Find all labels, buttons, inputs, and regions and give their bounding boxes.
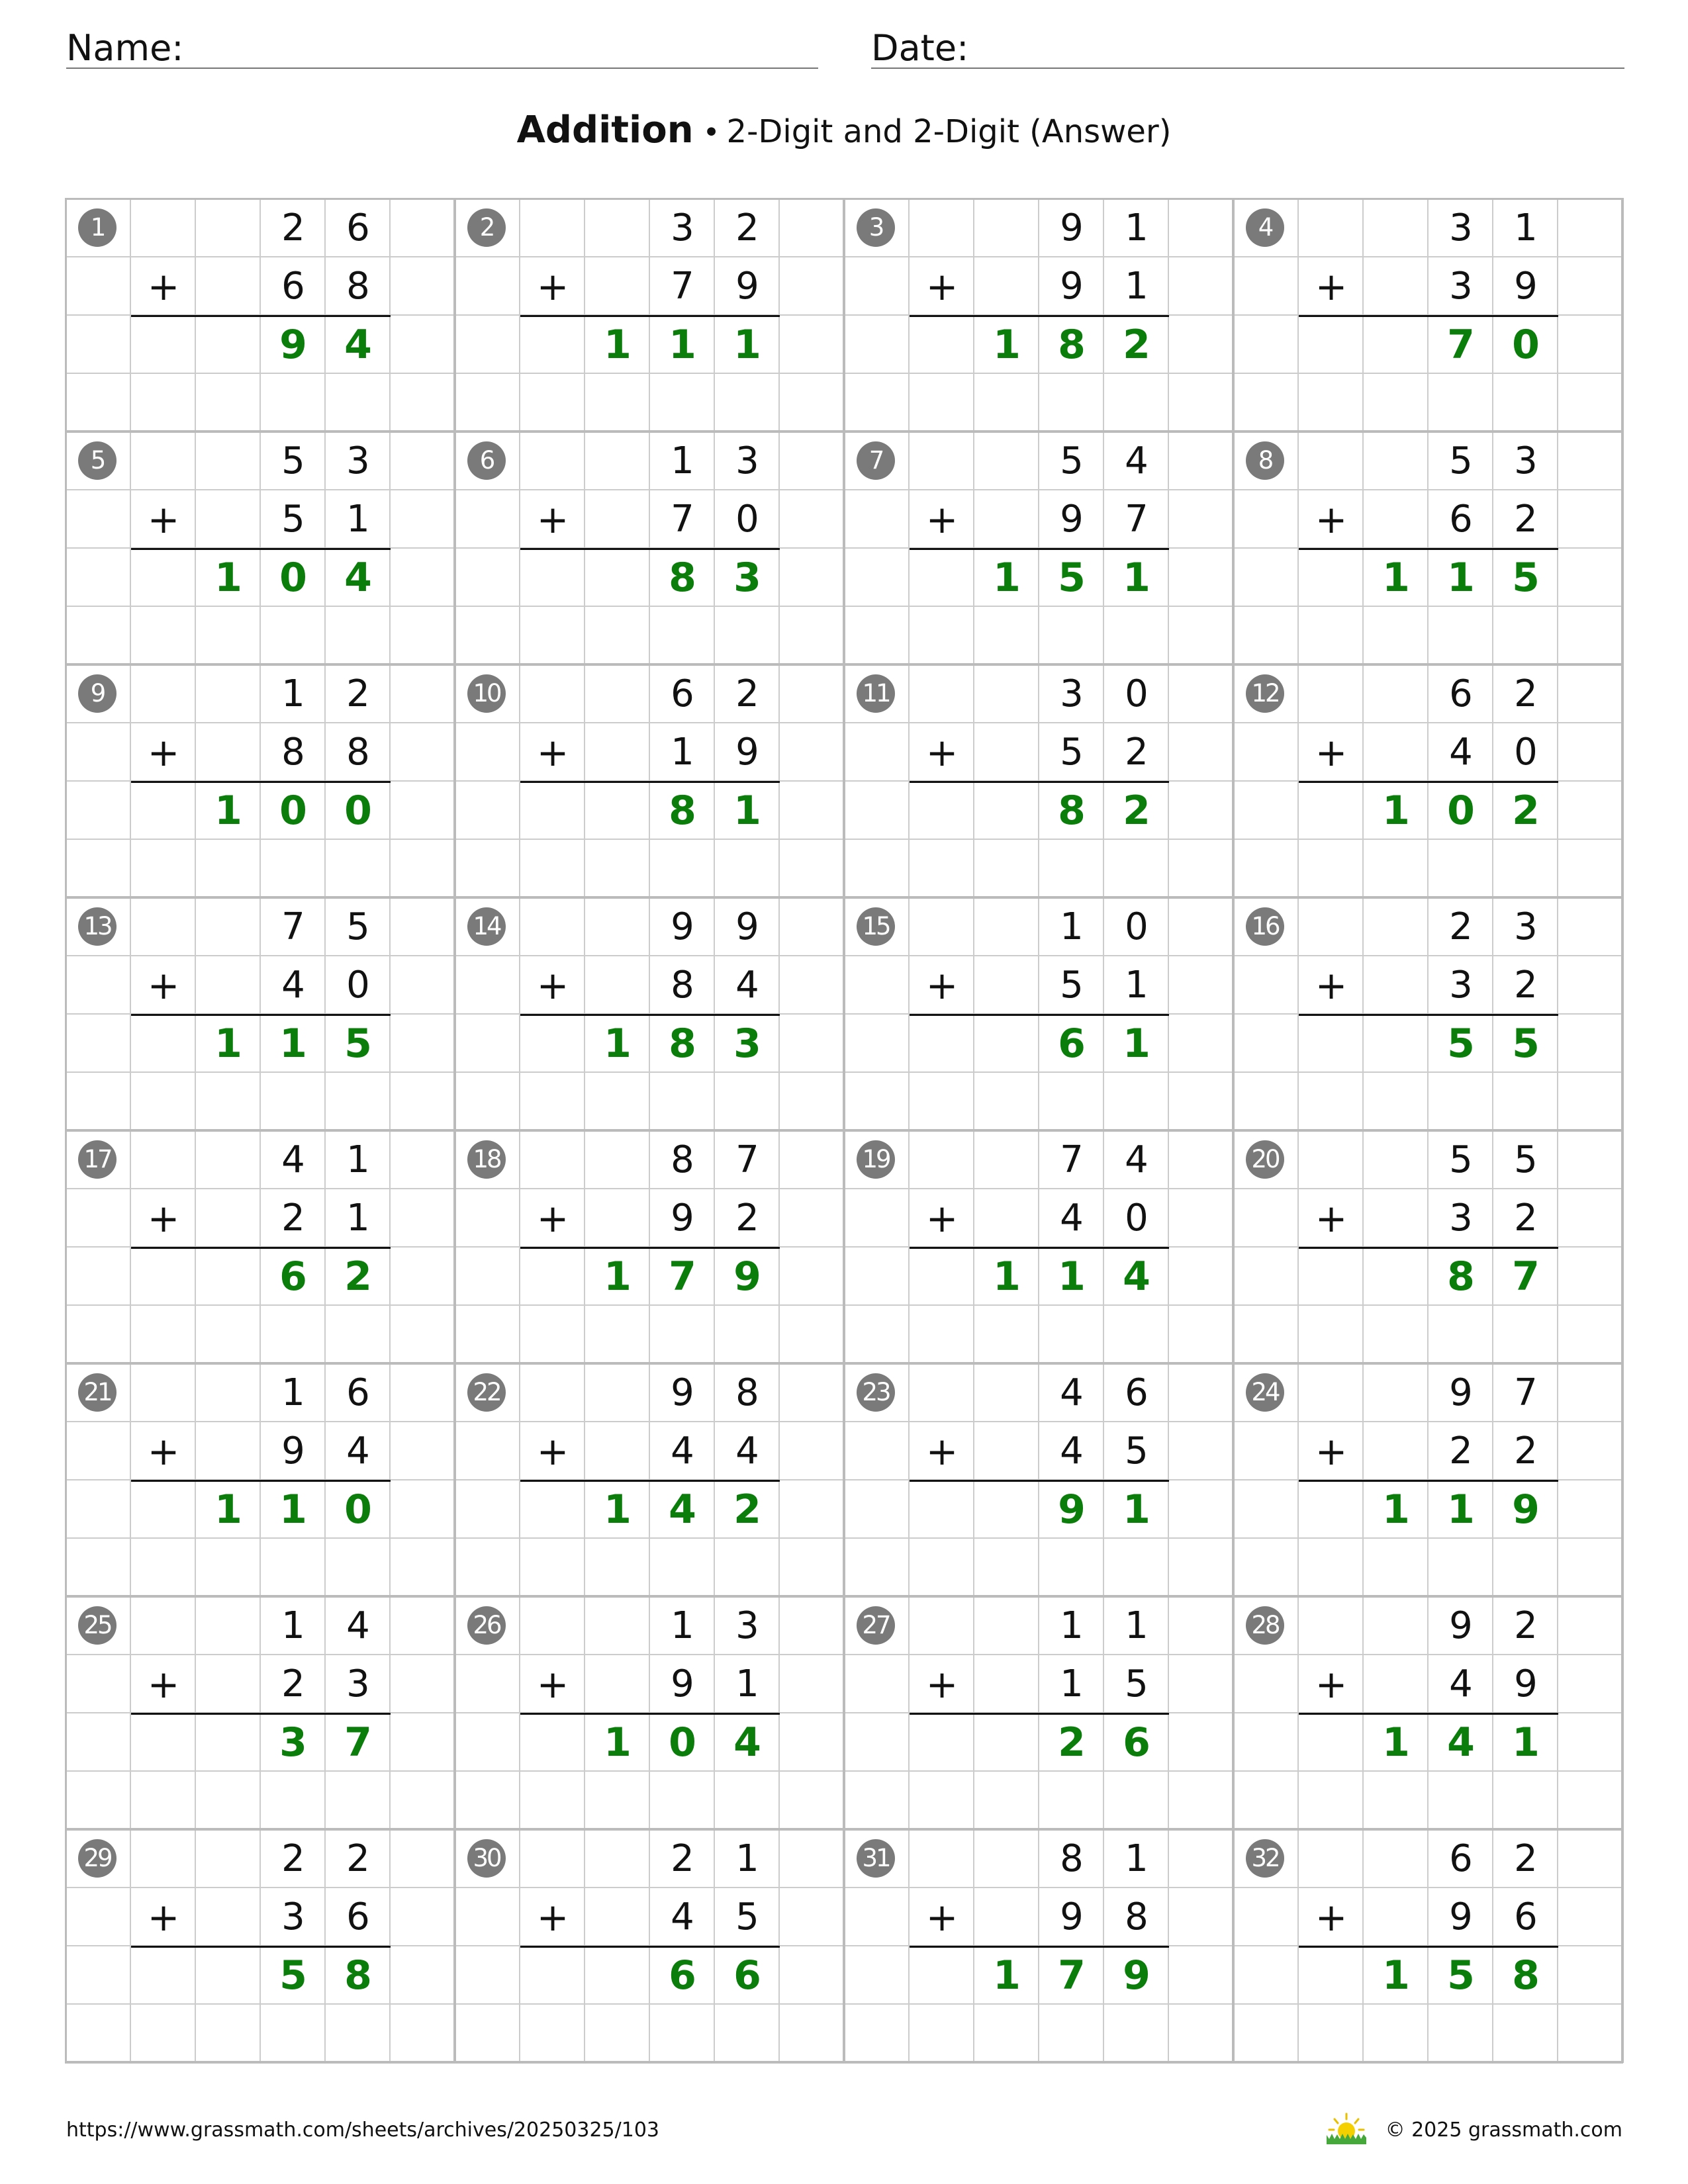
plus-sign: + (925, 1429, 959, 1474)
bottom-digit: 5 (1060, 731, 1084, 774)
top-digit: 1 (1060, 1604, 1084, 1647)
bottom-digit: 7 (1125, 498, 1149, 541)
answer-digit: 1 (604, 322, 632, 368)
problem-number-badge: 24 (1246, 1373, 1284, 1412)
problem-grid (65, 198, 1624, 2088)
answer-digit: 1 (214, 788, 242, 834)
problem-number-badge: 6 (467, 441, 506, 480)
bottom-digit: 2 (1514, 964, 1538, 1007)
answer-digit: 1 (1447, 555, 1475, 601)
problem-number-badge: 25 (78, 1606, 117, 1645)
bottom-digit: 3 (1449, 1197, 1473, 1240)
bottom-digit: 1 (1060, 1662, 1084, 1706)
plus-sign: + (147, 1895, 180, 1940)
top-digit: 8 (735, 1371, 759, 1414)
problem-number-badge: 8 (1246, 441, 1284, 480)
answer-digit: 7 (1512, 1253, 1540, 1300)
top-digit: 7 (281, 905, 305, 948)
top-digit: 9 (735, 905, 759, 948)
top-digit: 2 (735, 672, 759, 715)
answer-digit: 1 (993, 1253, 1021, 1300)
top-digit: 9 (671, 905, 694, 948)
plus-sign: + (147, 497, 180, 542)
top-digit: 3 (735, 439, 759, 482)
bottom-digit: 5 (1060, 964, 1084, 1007)
problem-number-badge: 1 (78, 208, 117, 247)
bottom-digit: 4 (735, 964, 759, 1007)
answer-digit: 1 (1123, 555, 1150, 601)
answer-digit: 2 (1058, 1719, 1086, 1766)
answer-digit: 9 (1123, 1952, 1150, 1999)
plus-sign: + (536, 264, 569, 309)
plus-sign: + (1315, 497, 1348, 542)
answer-digit: 5 (1512, 555, 1540, 601)
top-digit: 3 (671, 206, 694, 250)
top-digit: 5 (346, 905, 370, 948)
answer-digit: 5 (279, 1952, 307, 1999)
plus-sign: + (1315, 730, 1348, 775)
top-digit: 5 (281, 439, 305, 482)
bottom-digit: 4 (281, 964, 305, 1007)
bottom-digit: 9 (1449, 1895, 1473, 1938)
top-digit: 8 (1060, 1837, 1084, 1880)
answer-digit: 8 (344, 1952, 372, 1999)
plus-sign: + (925, 1196, 959, 1241)
bottom-digit: 8 (671, 964, 694, 1007)
top-digit: 1 (735, 1837, 759, 1880)
problem-number-badge: 19 (857, 1140, 895, 1179)
answer-digit: 6 (1058, 1021, 1086, 1067)
bottom-digit: 2 (735, 1197, 759, 1240)
problem-number-badge: 7 (857, 441, 895, 480)
top-digit: 9 (1060, 206, 1084, 250)
bottom-digit: 2 (1449, 1430, 1473, 1473)
top-digit: 5 (1449, 1138, 1473, 1181)
problem-number-badge: 3 (857, 208, 895, 247)
plus-sign: + (1315, 1662, 1348, 1707)
plus-sign: + (147, 730, 180, 775)
bottom-digit: 5 (735, 1895, 759, 1938)
answer-digit: 4 (344, 322, 372, 368)
answer-digit: 0 (344, 788, 372, 834)
answer-digit: 2 (1123, 322, 1150, 368)
problem-number-badge: 31 (857, 1839, 895, 1878)
problem-number-badge: 26 (467, 1606, 506, 1645)
plus-sign: + (536, 730, 569, 775)
bottom-digit: 8 (281, 731, 305, 774)
answer-digit: 0 (279, 788, 307, 834)
problem-number-badge: 28 (1246, 1606, 1284, 1645)
problem-number-badge: 29 (78, 1839, 117, 1878)
answer-digit: 4 (1447, 1719, 1475, 1766)
bottom-digit: 1 (1125, 964, 1149, 1007)
top-digit: 8 (671, 1138, 694, 1181)
bottom-digit: 6 (1449, 498, 1473, 541)
answer-digit: 9 (279, 322, 307, 368)
answer-digit: 7 (1058, 1952, 1086, 1999)
bottom-digit: 9 (1514, 1662, 1538, 1706)
bottom-digit: 2 (281, 1662, 305, 1706)
top-digit: 3 (346, 439, 370, 482)
bottom-digit: 9 (1060, 265, 1084, 308)
bottom-digit: 8 (346, 731, 370, 774)
footer-copyright: © 2025 grassmath.com (1385, 2118, 1622, 2142)
top-digit: 0 (1125, 905, 1149, 948)
bottom-digit: 9 (671, 1662, 694, 1706)
date-line (871, 68, 1624, 69)
answer-digit: 1 (1382, 1952, 1410, 1999)
bottom-digit: 9 (671, 1197, 694, 1240)
top-digit: 1 (281, 672, 305, 715)
problem-number-badge: 21 (78, 1373, 117, 1412)
plus-sign: + (1315, 963, 1348, 1008)
top-digit: 5 (1060, 439, 1084, 482)
top-digit: 6 (346, 206, 370, 250)
title-main: Addition (516, 109, 694, 152)
answer-digit: 6 (279, 1253, 307, 1300)
problem-number-badge: 13 (78, 907, 117, 946)
bottom-digit: 9 (1060, 498, 1084, 541)
top-digit: 3 (1060, 672, 1084, 715)
bottom-digit: 8 (1125, 1895, 1149, 1938)
bottom-digit: 1 (1125, 265, 1149, 308)
problem-number-badge: 11 (857, 674, 895, 713)
plus-sign: + (1315, 1429, 1348, 1474)
answer-digit: 7 (669, 1253, 696, 1300)
bottom-digit: 3 (1449, 265, 1473, 308)
problem-number-badge: 23 (857, 1373, 895, 1412)
grass-sun-logo-icon (1325, 2113, 1368, 2146)
answer-digit: 8 (1447, 1253, 1475, 1300)
name-field[interactable] (66, 24, 818, 69)
answer-digit: 1 (604, 1021, 632, 1067)
bottom-digit: 4 (1060, 1430, 1084, 1473)
top-digit: 1 (1125, 1604, 1149, 1647)
answer-digit: 2 (1123, 788, 1150, 834)
answer-digit: 8 (669, 788, 696, 834)
answer-digit: 1 (1447, 1486, 1475, 1533)
top-digit: 2 (1449, 905, 1473, 948)
top-digit: 7 (1060, 1138, 1084, 1181)
problem-number-badge: 5 (78, 441, 117, 480)
date-field[interactable] (871, 24, 1624, 69)
answer-digit: 1 (1123, 1021, 1150, 1067)
top-digit: 2 (735, 206, 759, 250)
bottom-digit: 1 (735, 1662, 759, 1706)
bottom-digit: 2 (281, 1197, 305, 1240)
answer-digit: 7 (1447, 322, 1475, 368)
bottom-digit: 5 (1125, 1662, 1149, 1706)
bottom-digit: 4 (671, 1430, 694, 1473)
plus-sign: + (147, 963, 180, 1008)
answer-digit: 1 (279, 1021, 307, 1067)
bottom-digit: 2 (1514, 1197, 1538, 1240)
top-digit: 4 (1060, 1371, 1084, 1414)
bottom-digit: 6 (1514, 1895, 1538, 1938)
bottom-digit: 3 (1449, 964, 1473, 1007)
problem-number-badge: 2 (467, 208, 506, 247)
top-digit: 7 (735, 1138, 759, 1181)
plus-sign: + (1315, 264, 1348, 309)
bottom-digit: 4 (735, 1430, 759, 1473)
plus-sign: + (925, 963, 959, 1008)
top-digit: 4 (1125, 1138, 1149, 1181)
plus-sign: + (925, 730, 959, 775)
top-digit: 6 (671, 672, 694, 715)
top-digit: 1 (346, 1138, 370, 1181)
top-digit: 4 (1125, 439, 1149, 482)
answer-digit: 2 (733, 1486, 761, 1533)
bottom-digit: 1 (671, 731, 694, 774)
top-digit: 1 (671, 439, 694, 482)
answer-digit: 3 (733, 555, 761, 601)
problem-number-badge: 9 (78, 674, 117, 713)
bottom-digit: 0 (1514, 731, 1538, 774)
plus-sign: + (536, 963, 569, 1008)
answer-digit: 5 (1058, 555, 1086, 601)
bottom-digit: 0 (735, 498, 759, 541)
bottom-digit: 1 (346, 498, 370, 541)
bottom-digit: 0 (346, 964, 370, 1007)
answer-digit: 8 (1512, 1952, 1540, 1999)
answer-digit: 8 (669, 555, 696, 601)
top-digit: 1 (1060, 905, 1084, 948)
bottom-digit: 9 (735, 265, 759, 308)
bottom-digit: 4 (346, 1430, 370, 1473)
top-digit: 7 (1514, 1371, 1538, 1414)
answer-digit: 0 (1512, 322, 1540, 368)
answer-digit: 4 (733, 1719, 761, 1766)
answer-digit: 4 (669, 1486, 696, 1533)
top-digit: 5 (1514, 1138, 1538, 1181)
answer-digit: 0 (344, 1486, 372, 1533)
answer-digit: 0 (669, 1719, 696, 1766)
bottom-digit: 1 (346, 1197, 370, 1240)
bottom-digit: 4 (671, 1895, 694, 1938)
plus-sign: + (925, 497, 959, 542)
answer-digit: 5 (1447, 1952, 1475, 1999)
bottom-digit: 4 (1449, 731, 1473, 774)
name-line (66, 68, 818, 69)
top-digit: 6 (1449, 672, 1473, 715)
bottom-digit: 2 (1514, 498, 1538, 541)
answer-digit: 1 (993, 555, 1021, 601)
problem-number-badge: 20 (1246, 1140, 1284, 1179)
top-digit: 1 (1514, 206, 1538, 250)
answer-digit: 1 (604, 1486, 632, 1533)
top-digit: 1 (1125, 1837, 1149, 1880)
bottom-digit: 2 (1514, 1430, 1538, 1473)
bottom-digit: 3 (281, 1895, 305, 1938)
problem-number-badge: 4 (1246, 208, 1284, 247)
answer-digit: 1 (1382, 1719, 1410, 1766)
bottom-digit: 9 (735, 731, 759, 774)
name-label: Name: (66, 27, 184, 69)
problem-number-badge: 30 (467, 1839, 506, 1878)
bottom-digit: 8 (346, 265, 370, 308)
top-digit: 2 (346, 1837, 370, 1880)
bottom-digit: 7 (671, 265, 694, 308)
answer-digit: 1 (1512, 1719, 1540, 1766)
top-digit: 9 (1449, 1371, 1473, 1414)
answer-digit: 2 (344, 1253, 372, 1300)
plus-sign: + (147, 1429, 180, 1474)
problem-number-badge: 27 (857, 1606, 895, 1645)
problem-number-badge: 17 (78, 1140, 117, 1179)
plus-sign: + (147, 1196, 180, 1241)
problem-number-badge: 32 (1246, 1839, 1284, 1878)
top-digit: 2 (281, 206, 305, 250)
bottom-digit: 5 (1125, 1430, 1149, 1473)
problem-number-badge: 22 (467, 1373, 506, 1412)
top-digit: 2 (1514, 1604, 1538, 1647)
plus-sign: + (536, 1895, 569, 1940)
top-digit: 1 (671, 1604, 694, 1647)
answer-digit: 1 (279, 1486, 307, 1533)
answer-digit: 6 (1123, 1719, 1150, 1766)
worksheet-title (0, 107, 1688, 162)
top-digit: 3 (735, 1604, 759, 1647)
top-digit: 1 (281, 1604, 305, 1647)
answer-digit: 8 (1058, 788, 1086, 834)
top-digit: 6 (1125, 1371, 1149, 1414)
answer-digit: 1 (733, 322, 761, 368)
top-digit: 0 (1125, 672, 1149, 715)
bottom-digit: 7 (671, 498, 694, 541)
footer-url[interactable]: https://www.grassmath.com/sheets/archives/20250325/103 (66, 2118, 660, 2142)
plus-sign: + (925, 264, 959, 309)
answer-digit: 9 (1512, 1486, 1540, 1533)
plus-sign: + (147, 264, 180, 309)
answer-digit: 7 (344, 1719, 372, 1766)
answer-digit: 9 (733, 1253, 761, 1300)
bottom-digit: 4 (1449, 1662, 1473, 1706)
plus-sign: + (925, 1895, 959, 1940)
answer-digit: 6 (669, 1952, 696, 1999)
top-digit: 3 (1514, 439, 1538, 482)
answer-digit: 6 (733, 1952, 761, 1999)
answer-digit: 5 (344, 1021, 372, 1067)
problem-number-badge: 14 (467, 907, 506, 946)
top-digit: 2 (671, 1837, 694, 1880)
answer-digit: 0 (1447, 788, 1475, 834)
answer-digit: 0 (279, 555, 307, 601)
answer-digit: 1 (604, 1719, 632, 1766)
answer-digit: 1 (669, 322, 696, 368)
answer-digit: 3 (279, 1719, 307, 1766)
top-digit: 4 (281, 1138, 305, 1181)
top-digit: 3 (1449, 206, 1473, 250)
title-separator: • (702, 116, 720, 150)
answer-digit: 9 (1058, 1486, 1086, 1533)
answer-digit: 1 (214, 1486, 242, 1533)
top-digit: 6 (1449, 1837, 1473, 1880)
bottom-digit: 9 (1060, 1895, 1084, 1938)
top-digit: 2 (346, 672, 370, 715)
answer-digit: 8 (1058, 322, 1086, 368)
bottom-digit: 4 (1060, 1197, 1084, 1240)
answer-digit: 1 (1382, 788, 1410, 834)
date-label: Date: (871, 27, 969, 69)
bottom-digit: 6 (346, 1895, 370, 1938)
plus-sign: + (536, 1196, 569, 1241)
problem-number-badge: 16 (1246, 907, 1284, 946)
plus-sign: + (536, 1429, 569, 1474)
bottom-digit: 0 (1125, 1197, 1149, 1240)
answer-digit: 1 (214, 1021, 242, 1067)
bottom-digit: 5 (281, 498, 305, 541)
plus-sign: + (925, 1662, 959, 1707)
bottom-digit: 9 (281, 1430, 305, 1473)
top-digit: 2 (1514, 672, 1538, 715)
problem-number-badge: 10 (467, 674, 506, 713)
top-digit: 1 (1125, 206, 1149, 250)
answer-digit: 1 (993, 322, 1021, 368)
answer-digit: 1 (214, 555, 242, 601)
plus-sign: + (536, 1662, 569, 1707)
answer-digit: 1 (1382, 1486, 1410, 1533)
answer-digit: 1 (604, 1253, 632, 1300)
answer-digit: 5 (1447, 1021, 1475, 1067)
plus-sign: + (1315, 1196, 1348, 1241)
title-subtitle: 2-Digit and 2-Digit (Answer) (726, 113, 1172, 150)
answer-digit: 4 (1123, 1253, 1150, 1300)
plus-sign: + (1315, 1895, 1348, 1940)
answer-digit: 1 (733, 788, 761, 834)
top-digit: 6 (346, 1371, 370, 1414)
bottom-digit: 6 (281, 265, 305, 308)
top-digit: 2 (1514, 1837, 1538, 1880)
top-digit: 1 (281, 1371, 305, 1414)
problem-number-badge: 15 (857, 907, 895, 946)
plus-sign: + (147, 1662, 180, 1707)
bottom-digit: 3 (346, 1662, 370, 1706)
problem-number-badge: 12 (1246, 674, 1284, 713)
top-digit: 4 (346, 1604, 370, 1647)
answer-digit: 1 (993, 1952, 1021, 1999)
answer-digit: 1 (1382, 555, 1410, 601)
answer-digit: 1 (1058, 1253, 1086, 1300)
top-digit: 3 (1514, 905, 1538, 948)
problem-number-badge: 18 (467, 1140, 506, 1179)
answer-digit: 3 (733, 1021, 761, 1067)
answer-digit: 1 (1123, 1486, 1150, 1533)
top-digit: 2 (281, 1837, 305, 1880)
plus-sign: + (536, 497, 569, 542)
bottom-digit: 2 (1125, 731, 1149, 774)
answer-digit: 2 (1512, 788, 1540, 834)
top-digit: 5 (1449, 439, 1473, 482)
top-digit: 9 (1449, 1604, 1473, 1647)
bottom-digit: 9 (1514, 265, 1538, 308)
answer-digit: 5 (1512, 1021, 1540, 1067)
answer-digit: 8 (669, 1021, 696, 1067)
answer-digit: 4 (344, 555, 372, 601)
top-digit: 9 (671, 1371, 694, 1414)
